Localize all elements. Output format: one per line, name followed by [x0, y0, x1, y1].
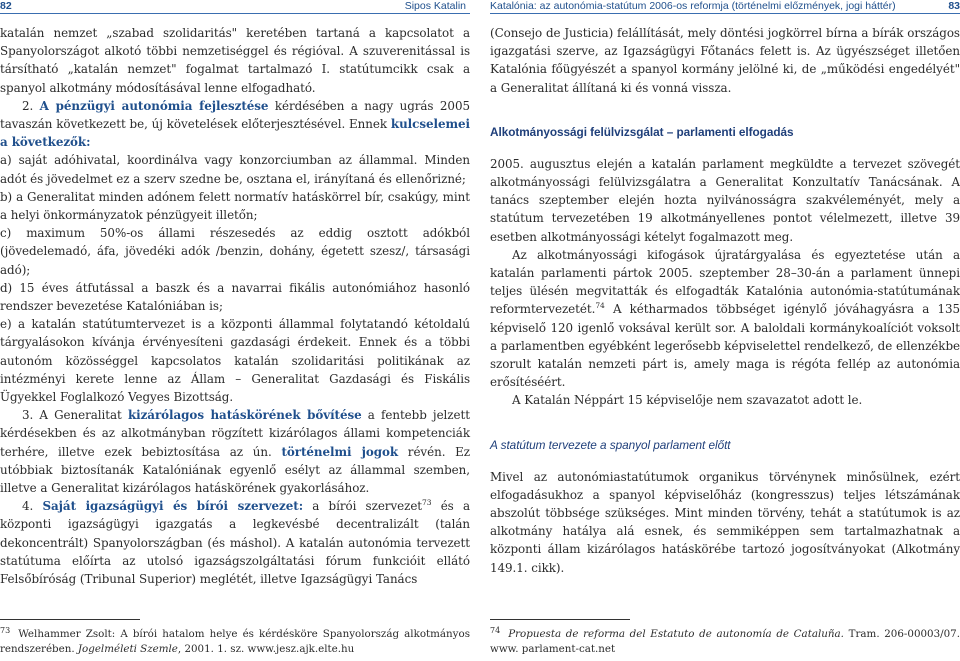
paragraph-2-text: kérdésében a nagy ugrás 2005 tavaszán következett be, új követelések előterjesztésével. Ennek [0, 98, 470, 132]
paragraph-3-number: 3. A Generalitat [22, 408, 128, 423]
paragraph-2 [0, 97, 470, 152]
footnote-text: Welhammer Zsolt: A bírói hatalom helye és kérdésköre Spanyolország alkotmányos rendszerében. [0, 628, 470, 655]
paragraph-2005-b [490, 246, 960, 392]
footnote-ref-74[interactable]: 74 [595, 301, 605, 311]
paragraph-3 [0, 406, 470, 497]
list-item-d: d) 15 éves átfutással a baszk és a navarrai fikális autonómiához hasonló rendszer bevezetése Katalóniában is; [0, 280, 470, 314]
paragraph-4-number: 4. [22, 499, 43, 514]
paragraph-2005-a: 2005. augusztus elején a katalán parlament megküldte a tervezet szövegét alkotmányossági felülvizsgálatra a Generalitat Konzultatív Tanácsának. A tanács szeptember elején hozta nyilvánosságra szakvéleményét, mely a statútum tervezetében 19 alkotmányellenes pontot vélelmezett, illetve 39 esetben alkotmányossági kételyt fogalmazott meg. [490, 156, 960, 244]
footnote-journal: Jogelméleti Szemle [77, 643, 178, 655]
sub-heading: A statútum tervezete a spanyol parlament előtt [490, 437, 731, 452]
paragraph-mivel: Mivel az autonómiastatútumok organikus törvénynek minősülnek, ezért elfogadásukhoz a spanyol képviselőház (kongresszus) teljes létszámának abszolút többsége szükséges. Mint minden törvény, tehát a statútumok is az alkotmány hatálya alá esnek, és semmiképpen sem tartalmazhatnak a központi állam kizárólagos hatáskörébe tartozó jogosítványokat (Alkotmány 149.1. cikk). [490, 469, 960, 575]
spacer [490, 141, 960, 155]
left-page [0, 0, 470, 661]
footnote-73 [0, 627, 470, 657]
list-item-e: e) a katalán statútumtervezet is a központi állammal folytatandó kétoldalú tárgyalásokon kívánja érvényesíteni gazdasági érdekeit. Ennek és a többi autonóm közösséggel kapcsolatos katalán szolidaritási politikának az intézményi kerete lenne az Állam – Generalitat Gazdasági és Fiskális Ügyekkel Foglalkozó Vegyes Bizottság. [0, 317, 470, 405]
list-item-b: b) a Generalitat minden adónem felett normatív hatáskörrel bír, csakúgy, mint a helyi önkormányzatok pénzügyeit illetőn; [0, 189, 470, 223]
footnote-rule-right [490, 619, 630, 620]
left-body-text [0, 24, 470, 588]
page-number-left: 82 [0, 0, 12, 12]
paragraph-2005-c: A Katalán Néppárt 15 képviselője nem szavazatot adott le. [512, 393, 863, 408]
paragraph-3-bold2: történelmi jogok [281, 444, 399, 459]
paragraph-3-text: a fentebb jelzett kérdésekben és az alkotmányban rögzített kizárólagos állami kompetenciák terhére, illetve ezek bebiztosítása az ún. [0, 408, 470, 459]
right-body-text [490, 24, 960, 577]
paragraph-4 [0, 497, 470, 588]
section-heading: Alkotmányossági felülvizsgálat – parlamenti elfogadás [490, 124, 794, 139]
running-head-title: Katalónia: az autonómia-statútum 2006-os reformja (történelmi előzmények, jogi háttér) [490, 0, 896, 12]
paragraph-intro: katalán nemzet „szabad szolidaritás" keretében tartaná a kapcsolatot a Spanyolországot alkotó többi nemzetiséggel és régióval. A szuverenitással is társítható „katalán nemzet" fogalmat tartalmazó I. statútumcikk csak a spanyol alkotmány módosításával lenne elfogadható. [0, 26, 470, 95]
paragraph-2005-b-text: Az alkotmányossági kifogások újratárgyalása és egyeztetése után a katalán parlamenti pártok 2005. szeptember 28–30-án a parlament ünnepi teljes ülésén megvitatták és elfogadták Katalónia autonómia-statútumának reformtervezetét. [490, 247, 960, 317]
spacer [490, 454, 960, 468]
paragraph-2005-b-text2: A kétharmados többséget igénylő jóváhagyásra a 135 képviselő 120 igenlő voksával került sor. A baloldali kormánykoalíciót voksolt a parlamentben egyébként legerősebb képviselettel rendelkező, de ellenzékbe szorult katalán nemzeti párt is, amely maga is régóta fellép az autonómia erősítéséért. [490, 302, 960, 390]
paragraph-3-bold: kizárólagos hatáskörének bővítése [127, 408, 362, 423]
page-number-right: 83 [948, 0, 960, 12]
running-head-left [0, 0, 470, 14]
paragraph-3-text2: révén. Ez utóbbiak biztosítanák Katalóniának egyenlő esélyt az állammal szemben, illetve a Generalitat kizárólagos hatáskörének gyakorlásához. [0, 444, 470, 496]
footnote-rule-left [0, 619, 140, 620]
running-head-right [490, 0, 960, 14]
footnote-title: Propuesta de reforma del Estatuto de autonomía de Cataluña. [508, 628, 844, 640]
paragraph-4-text2: és a központi igazságügyi igazgatás a legkevésbé decentralizált (talán dekoncentrált) Spanyolországban (és máshol). A katalán autonómia tervezett statútuma előírta az utolsó igazságszolgáltatási fórum funkcióit ellátó Felsőbíróság (Tribunal Superior) meglétét, illetve Igazságügyi Tanács [0, 499, 470, 587]
spacer [490, 410, 960, 436]
list-item-a: a) saját adóhivatal, koordinálva vagy konzorciumban az állammal. Minden adót és jövedelmet ez a szerv szedne be, osztana el, irányítaná és ellenőrizné; [0, 153, 470, 186]
running-head-author: Sipos Katalin [404, 0, 466, 12]
footnote-tail: Tram. 206-00003/07. www. parlament-cat.net [490, 628, 960, 655]
list-item-c: c) maximum 50%-os állami részesedés az eddig osztott adókból (jövedelemadó, áfa, jövedéki adók /benzin, dohány, égetett szesz/, társasági adó); [0, 226, 470, 277]
footnote-number: 74 [490, 625, 501, 635]
spacer [490, 97, 960, 123]
paragraph-continued: (Consejo de Justicia) felállítását, mely döntési jogkörrel bírna a bírák országos igazgatási szerve, az Igazságügyi Főtanács felett is. Az ügyészséget illetően Katalónia főügyészét a spanyol kormány jelölné ki, de „működési engedélyét" a Generalitat állítaná ki és vonná vissza. [490, 26, 960, 95]
footnote-74 [490, 627, 960, 657]
right-page [490, 0, 960, 661]
paragraph-4-bold: Saját igazságügyi és bírói szervezet: [42, 499, 304, 514]
paragraph-2-number: 2. [22, 98, 40, 113]
footnote-ref-73[interactable]: 73 [422, 498, 432, 508]
paragraph-4-text: a bírói szervezet [303, 499, 423, 514]
footnote-number: 73 [0, 625, 11, 635]
footnote-tail: , 2001. 1. sz. www.jesz.ajk.elte.hu [177, 643, 355, 655]
paragraph-2-bold2: kulcselemei a következők: [0, 117, 470, 150]
paragraph-2-bold: A pénzügyi autonómia fejlesztése [39, 98, 269, 113]
